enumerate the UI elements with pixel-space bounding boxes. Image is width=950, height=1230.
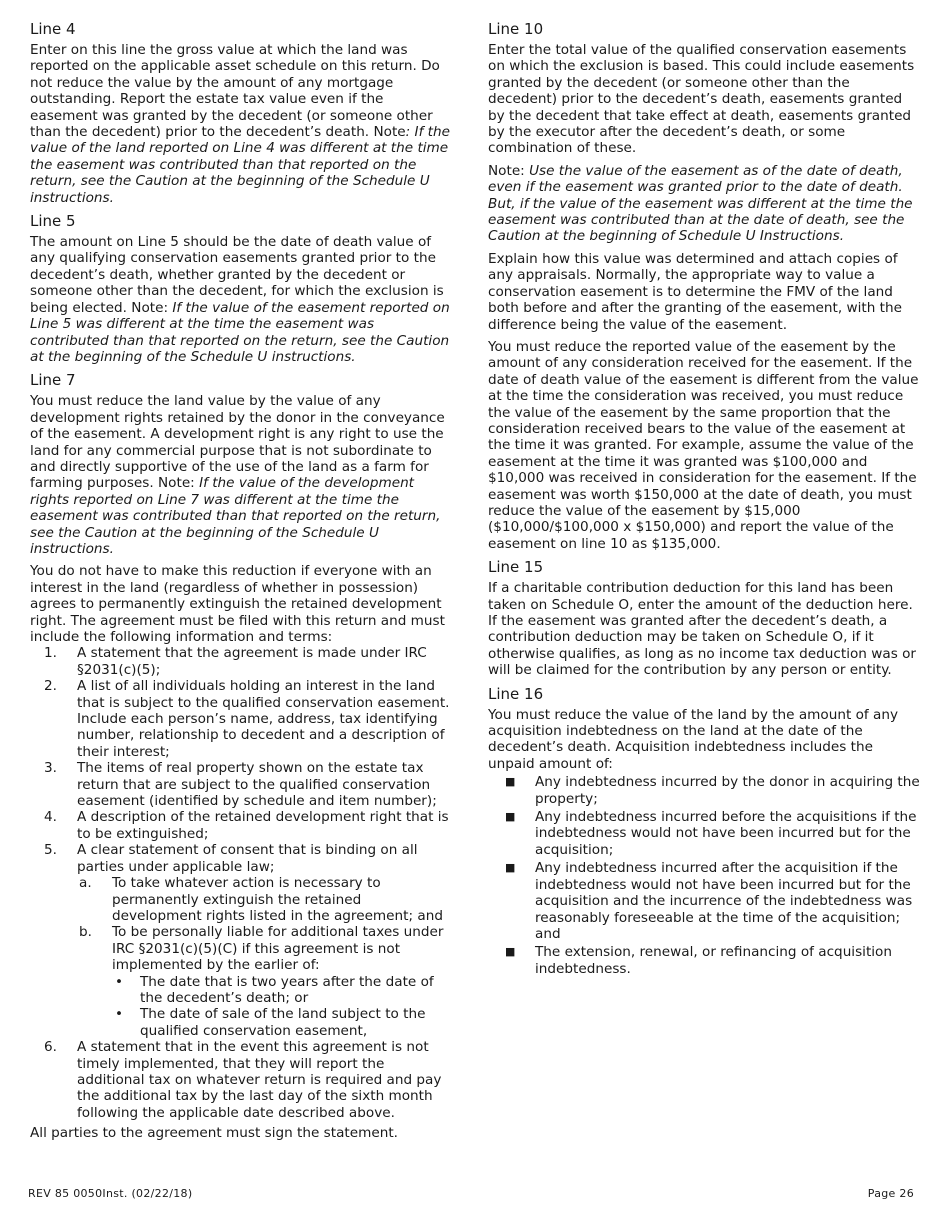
note-text: If the value of the easement reported on Line 5 was different at the time the easement was contributed than that reported on the return, see the Caution at the beginning of the Schedule U instructions. <box>30 299 450 365</box>
section-line-7 <box>30 371 455 1141</box>
section-heading: Line 16 <box>488 684 544 703</box>
section-heading: Line 4 <box>30 20 76 38</box>
section-paragraph: Explain how this value was determined and attach copies of any appraisals. Normally, the appropriate way to value a conservation easement is to determine the FMV of the land both before and after the granting of the easement, with the difference being the value of the easement. <box>488 250 902 333</box>
section-heading: Line 5 <box>30 212 76 231</box>
date-bullet-list <box>112 974 455 1040</box>
list-item: a. To take whatever action is necessary to permanently extinguish the retained development rights listed in the agreement; and <box>79 875 443 924</box>
closing-statement: All parties to the agreement must sign the statement. <box>30 1125 398 1142</box>
section-paragraph <box>488 163 920 245</box>
note-label: Note: <box>131 299 169 316</box>
list-item: ■ Any indebtedness incurred before the acquisitions if the indebtedness would not have been incurred but for the acquisition; <box>505 809 917 858</box>
list-item: • The date that is two years after the date of the decedent’s death; or <box>115 973 434 1006</box>
section-line-10 <box>488 20 920 552</box>
right-column <box>488 20 920 979</box>
section-paragraph: Enter on this line the gross value at which the land was reported on the applicable asset schedule on this return. Do not reduce the value by the amount of any mortgage outstanding. Report the estate tax value even if the easement was granted by the decedent (or someone other than the decedent) prior to the decedent’s death. Note: If the value of the land reported on Line 4 was different at the time the easement was contributed than that reported on the return, see the Caution at the beginning of the Schedule U instructions. <box>30 42 450 206</box>
list-item: b. To be personally liable for additional taxes under IRC §2031(c)(5)(C) if this agreement is not implemented by the earlier of: • The date that is two years after the date of the decedent’s death; or • The date of sale of the land subject to the qualified conservation easement, <box>77 924 455 1039</box>
section-paragraph: You do not have to make this reduction if everyone with an interest in the land (regardless of whether in possession) agrees to permanently extinguish the retained development right. The agreement must be filed with this return and must include the following information and terms: <box>30 563 445 645</box>
section-heading: Line 15 <box>488 558 544 577</box>
section-line-4 <box>30 20 455 206</box>
section-paragraph: You must reduce the reported value of the easement by the amount of any consideration received for the easement. If the date of death value of the easement is different from the value at the time the consideration was received, you must reduce the value of the easement by the same proportion that the consideration received bears to the value of the easement at the time it was granted. For example, assume the value of the easement at the time it was granted was $100,000 and $10,000 was received in consideration for the easement. If the easement was worth $150,000 at the date of death, you must reduce the value of the easement by $15,000 ($10,000/$100,000 x $150,000) and report the value of the easement on line 10 as $135,000. <box>488 338 919 552</box>
note-text: Use the value of the easement as of the date of death, even if the easement was granted prior to the date of death. But, if the value of the easement was different at the time the easement was contributed than at the date of death, see the Caution at the beginning of Schedule U Instructions. <box>488 162 913 245</box>
list-item: 5. A clear statement of consent that is binding on all parties under applicable law; a. To take whatever action is necessary to permanently extinguish the retained development rights listed in the agreement; and b. To be personally liable for additional taxes under IRC §2031(c)(5)(C) if this agreement is not implemented by the earlier of: • The date that is two years after the date of the decedent’s death; or • The date of sale of the land subject to the qualified conservation easement, <box>30 842 455 1039</box>
section-paragraph: You must reduce the value of the land by the amount of any acquisition indebtedness on the land at the date of the decedent’s death. Acquisition indebtedness includes the unpaid amount of: <box>488 706 899 772</box>
section-paragraph: You must reduce the land value by the value of any development rights retained by the donor in the conveyance of the easement. A development right is any right to use the land for any commercial purpose that is not subordinate to and directly supportive of the use of the land as a farm for farming purposes. Note: If the value of the development rights reported on Line 7 was different at the time the easement was contributed than that reported on the return, see the Caution at the beginning of the Schedule U instructions. <box>30 393 445 557</box>
left-column <box>30 20 455 1148</box>
note-label: Note: <box>158 475 195 492</box>
section-paragraph: Enter the total value of the qualified conservation easements on which the exclusion is based. This could include easements granted by the decedent (or someone other than the decedent) prior to the decedent’s death, easements granted by the decedent that take effect at death, easements granted by the executor after the decedent’s death, or some combination of these. <box>488 42 915 157</box>
section-paragraph: If a charitable contribution deduction for this land has been taken on Schedule O, enter the amount of the deduction here. If the easement was granted after the decedent’s death, a contribution deduction may be taken on Schedule O, if it otherwise qualifies, as long as no income tax deduction was or will be claimed for the contribution by any person or entity. <box>488 580 916 679</box>
list-item: 1. A statement that the agreement is made under IRC §2031(c)(5); <box>44 645 427 678</box>
section-heading: Line 7 <box>30 371 76 390</box>
note-label: Note <box>373 124 406 141</box>
form-identifier: REV 85 0050Inst. (02/22/18) <box>28 1187 193 1200</box>
list-item: ■ Any indebtedness incurred by the donor in acquiring the property; <box>505 774 920 807</box>
list-item: 3. The items of real property shown on the estate tax return that are subject to the qualified conservation easement (identified by schedule and item number); <box>44 760 437 810</box>
note-text: If the value of the development rights reported on Line 7 was different at the time the easement was contributed than that reported on the return, see the Caution at the beginning of the Schedule U instructions. <box>30 475 441 557</box>
list-item: 4. A description of the retained development right that is to be extinguished; <box>44 809 449 842</box>
page-number: Page 26 <box>867 1187 914 1200</box>
section-heading: Line 10 <box>488 20 544 38</box>
section-line-5 <box>30 212 455 365</box>
list-item: 2. A list of all individuals holding an interest in the land that is subject to the qualified conservation easement. Include each person’s name, address, tax identifying number, relationship to decedent and a description of their interest; <box>44 678 450 760</box>
section-paragraph: The amount on Line 5 should be the date of death value of any qualifying conservation easements granted prior to the decedent’s death, whether granted by the decedent or someone other than the decedent, for which the exclusion is being elected. Note: If the value of the easement reported on Line 5 was different at the time the easement was contributed than that reported on the return, see the Caution at the beginning of the Schedule U instructions. <box>30 234 450 365</box>
section-line-15 <box>488 558 920 678</box>
section-line-16 <box>488 685 920 978</box>
note-text: : If the value of the land reported on Line 4 was different at the time the easement was contributed than that reported on the return, see the Caution at the beginning of the Schedule U instructions. <box>30 124 450 206</box>
note-label: Note: <box>488 162 525 179</box>
list-item: ■ Any indebtedness incurred after the acquisition if the indebtedness would not have been incurred but for the acquisition and the incurrence of the indebtedness was reasonably foreseeable at the time of the acquisition; and <box>505 860 913 942</box>
list-item: 6. A statement that in the event this agreement is not timely implemented, that they will report the additional tax on whatever return is required and pay the additional tax by the last day of the sixth month following the applicable date described above. <box>44 1039 442 1121</box>
agreement-terms-list <box>30 645 455 1121</box>
list-item: ■ The extension, renewal, or refinancing of acquisition indebtedness. <box>505 944 892 977</box>
consent-sublist <box>77 875 455 1039</box>
list-item: • The date of sale of the land subject to the qualified conservation easement, <box>115 1006 426 1039</box>
indebtedness-list <box>488 774 920 977</box>
